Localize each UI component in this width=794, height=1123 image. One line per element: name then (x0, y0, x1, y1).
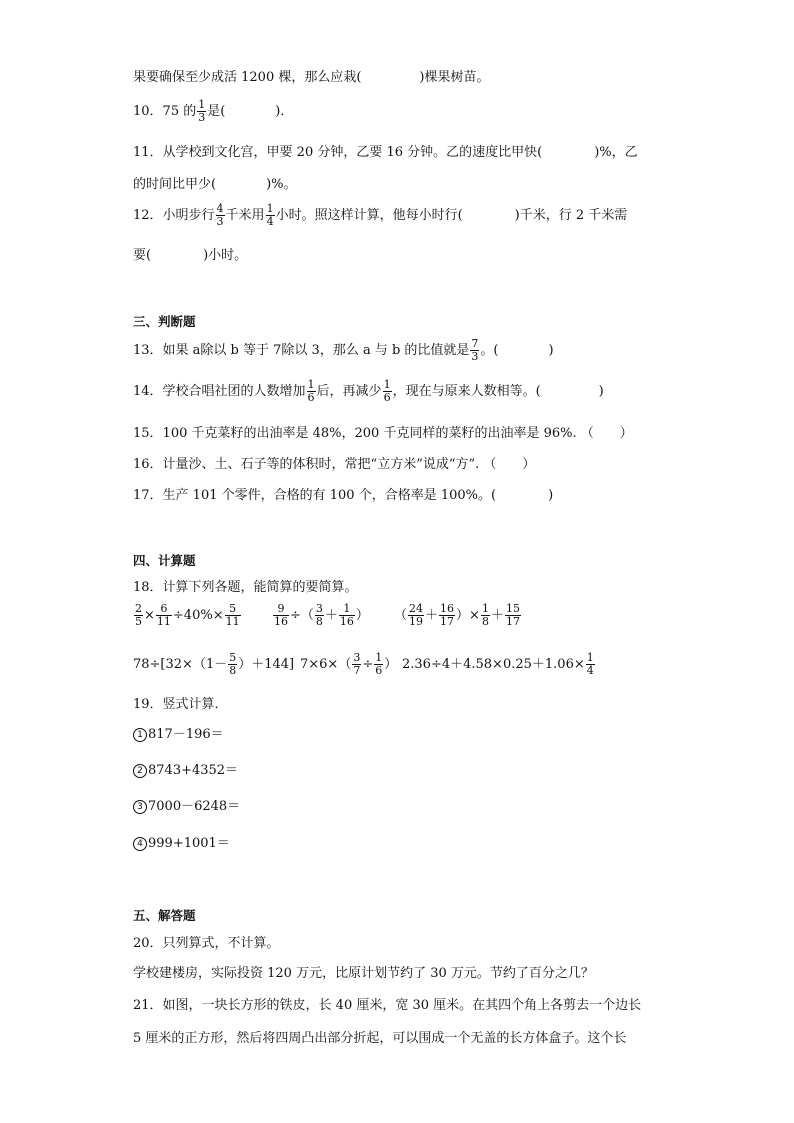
vertical-calc-2: 2 8743+4352＝ (133, 759, 238, 778)
question-13: 13．如果 a除以 b 等于 7除以 3，那么 a 与 b 的比值就是 $\frac{7}{3}$ 。( ) (133, 337, 554, 363)
fraction: $\frac{1}{3}$ (198, 98, 206, 124)
circled-number: 3 (133, 800, 147, 814)
question-16: 16．计量沙、土、石子等的体积时，常把“立方米”说成“方”. （ ） (133, 457, 536, 472)
vertical-calc-4: 4 999+1001＝ (133, 832, 230, 851)
vertical-calc-1: 1 817－196＝ (133, 723, 224, 742)
fraction: $\frac{1}{8}$ (481, 602, 489, 628)
fraction: $\frac{5}{8}$ (229, 651, 237, 677)
question-18: 18．计算下列各题，能简算的要简算。 (133, 580, 358, 595)
fraction: $\frac{15}{17}$ (505, 602, 520, 628)
section-5-heading: 五、解答题 (133, 908, 196, 923)
calc-6: 2.36÷4＋4.58×0.25＋1.06× $\frac{1}{4}$ (402, 651, 594, 677)
fraction: $\frac{6}{11}$ (156, 602, 171, 628)
question-15: 15．100 千克菜籽的出油率是 48%，200 千克同样的菜籽的出油率是 96%. （ ） (133, 426, 633, 441)
question-12-line1: 12．小明步行 $\frac{4}{3}$ 千米用 $\frac{1}{4}$ 小时。照这样计算，他每小时行( )千米，行 2 千米需 (133, 202, 628, 228)
circled-number: 1 (133, 728, 147, 742)
fraction: $\frac{1}{6}$ (383, 378, 391, 404)
calc-4: 78÷[32×（1－ $\frac{5}{8}$ ）＋144] (133, 651, 295, 677)
fraction: $\frac{3}{8}$ (315, 602, 323, 628)
fraction: $\frac{4}{3}$ (216, 202, 224, 228)
question-17: 17．生产 101 个零件，合格的有 100 个，合格率是 100%。( ) (133, 488, 554, 503)
question-19: 19．竖式计算． (133, 697, 228, 712)
question-20: 20．只列算式，不计算。 (133, 936, 280, 951)
q9-continuation: 果要确保至少成活 1200 棵，那么应栽( )棵果树苗。 (133, 70, 490, 85)
fraction: $\frac{9}{16}$ (274, 602, 288, 628)
question-10: 10．75 的 $\frac{1}{3}$ 是( )． (133, 98, 294, 124)
fraction: $\frac{2}{5}$ (135, 602, 142, 628)
fraction: $\frac{1}{6}$ (375, 651, 383, 677)
circled-number: 4 (133, 837, 147, 851)
question-12-line2: 要( )小时。 (133, 248, 248, 263)
fraction: $\frac{5}{11}$ (225, 602, 240, 628)
question-21-line2: 5 厘米的正方形，然后将四周凸出部分折起，可以围成一个无盖的长方体盒子。这个长 (133, 1031, 627, 1046)
fraction: $\frac{7}{3}$ (471, 337, 479, 363)
fraction: $\frac{1}{6}$ (307, 378, 315, 404)
fraction: $\frac{1}{4}$ (266, 202, 274, 228)
calc-5: 7×6×（ $\frac{3}{7}$ ÷ $\frac{1}{6}$ ） (300, 651, 398, 677)
section-4-heading: 四、计算题 (133, 553, 196, 568)
circled-number: 2 (133, 764, 147, 778)
fraction: $\frac{16}{17}$ (440, 602, 455, 628)
fraction: $\frac{3}{7}$ (353, 651, 361, 677)
calc-3: （ $\frac{24}{19}$ ＋ $\frac{16}{17}$ ）× $\frac{1}{8}$ ＋ $\frac{15}{17}$ (394, 602, 520, 628)
fraction: $\frac{1}{16}$ (339, 602, 354, 628)
calc-1: $\frac{2}{5}$ × $\frac{6}{11}$ ÷40%× $\frac{5}{11}$ (135, 602, 240, 628)
question-21-line1: 21．如图，一块长方形的铁皮，长 40 厘米，宽 30 厘米。在其四个角上各剪去一个边长 (133, 998, 642, 1013)
question-20-text: 学校建楼房，实际投资 120 万元，比原计划节约了 30 万元。节约了百分之几？ (133, 966, 594, 981)
fraction: $\frac{24}{19}$ (409, 602, 424, 628)
question-11-line1: 11．从学校到文化宫，甲要 20 分钟，乙要 16 分钟。乙的速度比甲快( )%，乙 (133, 145, 638, 160)
section-3-heading: 三、判断题 (133, 314, 196, 329)
fraction: $\frac{1}{4}$ (586, 651, 594, 677)
calc-2: $\frac{9}{16}$ ÷（ $\frac{3}{8}$ ＋ $\frac{1}{16}$ ） (274, 602, 369, 628)
question-14: 14．学校合唱社团的人数增加 $\frac{1}{6}$ 后，再减少 $\frac{1}{6}$ ，现在与原来人数相等。( ) (133, 378, 604, 404)
vertical-calc-3: 3 7000－6248＝ (133, 795, 240, 814)
question-11-line2: 的时间比甲少( )%。 (133, 177, 297, 192)
